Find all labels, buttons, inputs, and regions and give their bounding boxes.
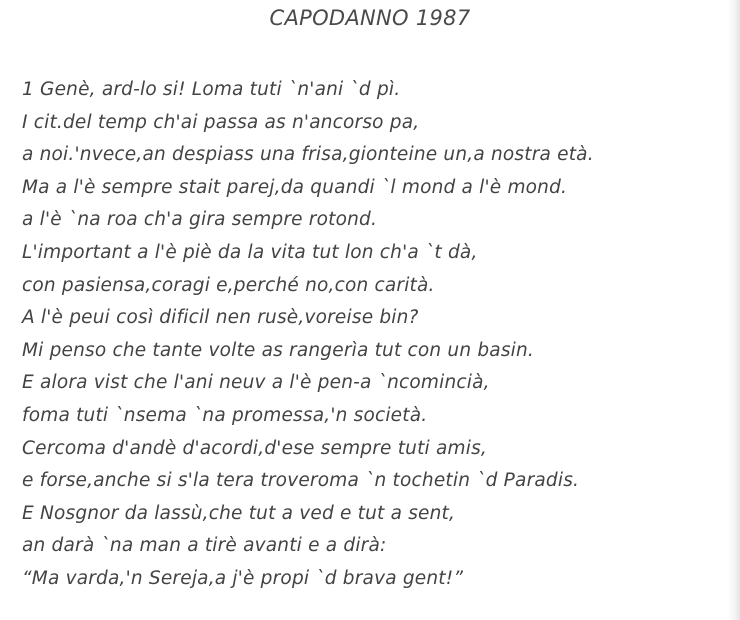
poem-line: a noi.'nvece,an despiass una frisa,gionteine un,a nostra età. (22, 144, 594, 166)
poem-line: con pasiensa,coragi e,perché no,con carità. (22, 274, 435, 296)
poem-line: a l'è `na roa ch'a gira sempre rotond. (22, 209, 378, 231)
poem-line: an darà `na man a tirè avanti e a dirà: (22, 535, 387, 557)
poem-line: E alora vist che l'ani neuv a l'è pen-a `ncomincià, (22, 372, 490, 394)
poem-line: e forse,anche si s'la tera troveroma `n tochetin `d Paradis. (22, 470, 580, 492)
poem-line: Ma a l'è sempre stait parej,da quandi `l mond a l'è mond. (22, 176, 568, 198)
poem-line: Cercoma d'andè d'acordi,d'ese sempre tuti amis, (22, 437, 487, 459)
poem-line: A l'è peui così dificil nen rusè,voreise bin? (22, 307, 419, 329)
poem-body (22, 74, 722, 596)
poem-line: Mi penso che tante volte as rangerìa tut con un basin. (22, 339, 534, 361)
poem-line: I cit.del temp ch'ai passa as n'ancorso pa, (22, 111, 420, 133)
poem-line: foma tuti `nsema `na promessa,'n società. (22, 404, 428, 426)
scan-edge-shadow (728, 0, 740, 620)
poem-line: E Nosgnor da lassù,che tut a ved e tut a sent, (22, 502, 456, 524)
poem-title: CAPODANNO 1987 (269, 6, 471, 30)
poem-line: 1 Genè, ard-lo si! Loma tuti `n'ani `d pì. (22, 79, 401, 100)
poem-line: “Ma varda,'n Sereja,a j'è propi `d brava gent!” (22, 567, 464, 589)
poem-line: L'important a l'è piè da la vita tut lon ch'a `t dà, (22, 241, 478, 263)
